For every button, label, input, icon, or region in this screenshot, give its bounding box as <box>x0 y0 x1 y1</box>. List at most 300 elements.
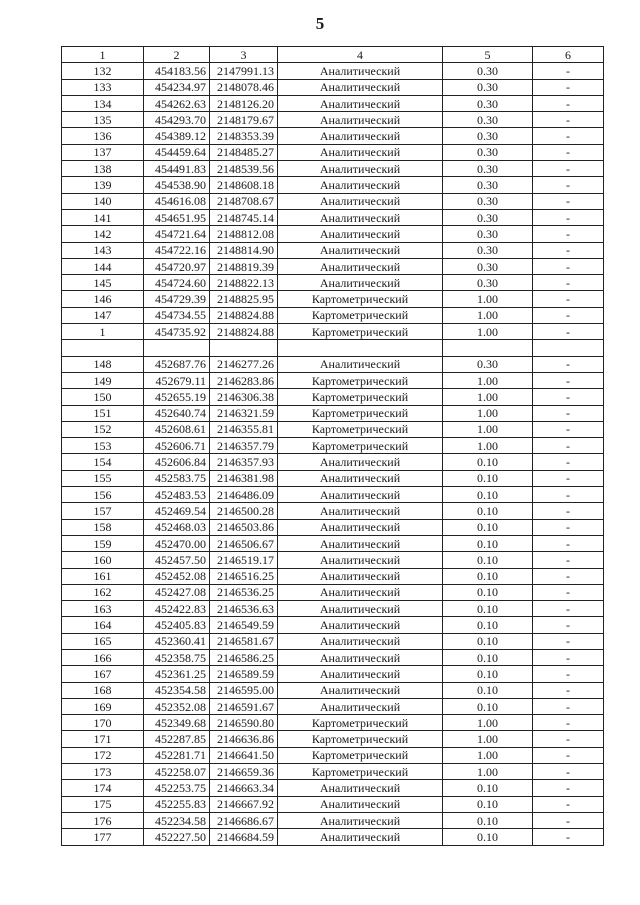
method-cell: Аналитический <box>278 796 443 812</box>
x-coordinate-cell: 454734.55 <box>144 307 210 323</box>
table-row <box>62 226 604 242</box>
table-row <box>62 324 604 340</box>
note-cell: - <box>533 291 604 307</box>
accuracy-cell: 0.10 <box>443 796 533 812</box>
accuracy-cell: 0.30 <box>443 79 533 95</box>
method-cell: Картометрический <box>278 715 443 731</box>
method-cell: Картометрический <box>278 438 443 454</box>
table-row <box>62 209 604 225</box>
table-row <box>62 535 604 551</box>
accuracy-cell: 0.10 <box>443 666 533 682</box>
y-coordinate-cell: 2148824.88 <box>210 324 278 340</box>
note-cell: - <box>533 177 604 193</box>
accuracy-cell: 0.30 <box>443 177 533 193</box>
method-cell <box>278 340 443 356</box>
x-coordinate-cell: 452606.84 <box>144 454 210 470</box>
y-coordinate-cell: 2148078.46 <box>210 79 278 95</box>
method-cell: Аналитический <box>278 535 443 551</box>
note-cell: - <box>533 161 604 177</box>
point-number-cell: 139 <box>62 177 144 193</box>
point-number-cell: 152 <box>62 421 144 437</box>
x-coordinate-cell: 454293.70 <box>144 112 210 128</box>
accuracy-cell: 0.10 <box>443 812 533 828</box>
table-row <box>62 649 604 665</box>
y-coordinate-cell: 2148608.18 <box>210 177 278 193</box>
x-coordinate-cell: 454729.39 <box>144 291 210 307</box>
table-row <box>62 470 604 486</box>
accuracy-cell: 1.00 <box>443 405 533 421</box>
method-cell: Аналитический <box>278 682 443 698</box>
note-cell: - <box>533 193 604 209</box>
x-coordinate-cell: 452483.53 <box>144 487 210 503</box>
y-coordinate-cell: 2148353.39 <box>210 128 278 144</box>
note-cell: - <box>533 79 604 95</box>
point-number-cell: 135 <box>62 112 144 128</box>
note-cell: - <box>533 307 604 323</box>
table-row <box>62 291 604 307</box>
table-row <box>62 421 604 437</box>
method-cell: Аналитический <box>278 649 443 665</box>
x-coordinate-cell: 454651.95 <box>144 209 210 225</box>
point-number-cell: 174 <box>62 780 144 796</box>
accuracy-cell: 1.00 <box>443 421 533 437</box>
x-coordinate-cell: 452281.71 <box>144 747 210 763</box>
y-coordinate-cell: 2146503.86 <box>210 519 278 535</box>
table-row <box>62 601 604 617</box>
accuracy-cell: 0.30 <box>443 128 533 144</box>
accuracy-cell: 0.10 <box>443 617 533 633</box>
method-cell: Аналитический <box>278 601 443 617</box>
table-row <box>62 796 604 812</box>
method-cell: Аналитический <box>278 503 443 519</box>
accuracy-cell: 0.30 <box>443 242 533 258</box>
table-row <box>62 307 604 323</box>
note-cell: - <box>533 405 604 421</box>
y-coordinate-cell: 2148708.67 <box>210 193 278 209</box>
method-cell: Картометрический <box>278 764 443 780</box>
y-coordinate-cell: 2146590.80 <box>210 715 278 731</box>
table-row <box>62 112 604 128</box>
x-coordinate-cell: 452352.08 <box>144 698 210 714</box>
point-number-cell: 143 <box>62 242 144 258</box>
column-header: 2 <box>144 47 210 63</box>
note-cell: - <box>533 112 604 128</box>
accuracy-cell: 0.10 <box>443 535 533 551</box>
accuracy-cell: 0.10 <box>443 519 533 535</box>
accuracy-cell: 0.10 <box>443 552 533 568</box>
x-coordinate-cell: 452360.41 <box>144 633 210 649</box>
method-cell: Картометрический <box>278 291 443 307</box>
method-cell: Аналитический <box>278 79 443 95</box>
x-coordinate-cell: 452427.08 <box>144 584 210 600</box>
table-row <box>62 95 604 111</box>
method-cell: Картометрический <box>278 405 443 421</box>
y-coordinate-cell: 2146581.67 <box>210 633 278 649</box>
y-coordinate-cell: 2148819.39 <box>210 258 278 274</box>
method-cell: Аналитический <box>278 552 443 568</box>
table-row <box>62 258 604 274</box>
x-coordinate-cell: 454720.97 <box>144 258 210 274</box>
method-cell: Аналитический <box>278 568 443 584</box>
note-cell: - <box>533 209 604 225</box>
note-cell: - <box>533 454 604 470</box>
accuracy-cell: 0.10 <box>443 698 533 714</box>
point-number-cell: 146 <box>62 291 144 307</box>
x-coordinate-cell: 454183.56 <box>144 63 210 79</box>
table-row <box>62 79 604 95</box>
y-coordinate-cell: 2146519.17 <box>210 552 278 568</box>
accuracy-cell: 0.10 <box>443 649 533 665</box>
note-cell: - <box>533 372 604 388</box>
column-header: 4 <box>278 47 443 63</box>
y-coordinate-cell: 2146663.34 <box>210 780 278 796</box>
note-cell: - <box>533 535 604 551</box>
x-coordinate-cell: 452457.50 <box>144 552 210 568</box>
x-coordinate-cell: 454724.60 <box>144 275 210 291</box>
method-cell: Аналитический <box>278 698 443 714</box>
point-number-cell: 166 <box>62 649 144 665</box>
accuracy-cell: 1.00 <box>443 715 533 731</box>
note-cell: - <box>533 356 604 372</box>
table-row <box>62 275 604 291</box>
x-coordinate-cell: 452422.83 <box>144 601 210 617</box>
table-row <box>62 356 604 372</box>
table-row <box>62 438 604 454</box>
x-coordinate-cell <box>144 340 210 356</box>
note-cell: - <box>533 601 604 617</box>
y-coordinate-cell: 2146591.67 <box>210 698 278 714</box>
point-number-cell: 150 <box>62 389 144 405</box>
table-row <box>62 193 604 209</box>
method-cell: Картометрический <box>278 324 443 340</box>
y-coordinate-cell: 2146486.09 <box>210 487 278 503</box>
accuracy-cell: 0.30 <box>443 144 533 160</box>
note-cell: - <box>533 128 604 144</box>
method-cell: Аналитический <box>278 209 443 225</box>
note-cell <box>533 340 604 356</box>
y-coordinate-cell: 2146357.93 <box>210 454 278 470</box>
point-number-cell: 161 <box>62 568 144 584</box>
y-coordinate-cell <box>210 340 278 356</box>
note-cell: - <box>533 633 604 649</box>
point-number-cell: 162 <box>62 584 144 600</box>
table-row <box>62 454 604 470</box>
table-row <box>62 829 604 845</box>
point-number-cell: 149 <box>62 372 144 388</box>
method-cell: Аналитический <box>278 95 443 111</box>
y-coordinate-cell: 2146357.79 <box>210 438 278 454</box>
method-cell: Аналитический <box>278 617 443 633</box>
point-number-cell: 165 <box>62 633 144 649</box>
y-coordinate-cell: 2146659.36 <box>210 764 278 780</box>
method-cell: Аналитический <box>278 275 443 291</box>
y-coordinate-cell: 2146306.38 <box>210 389 278 405</box>
x-coordinate-cell: 452227.50 <box>144 829 210 845</box>
x-coordinate-cell: 452361.25 <box>144 666 210 682</box>
column-header: 5 <box>443 47 533 63</box>
note-cell: - <box>533 649 604 665</box>
point-number-cell: 140 <box>62 193 144 209</box>
point-number-cell: 158 <box>62 519 144 535</box>
point-number-cell: 172 <box>62 747 144 763</box>
note-cell: - <box>533 487 604 503</box>
x-coordinate-cell: 454491.83 <box>144 161 210 177</box>
method-cell: Картометрический <box>278 389 443 405</box>
y-coordinate-cell: 2148485.27 <box>210 144 278 160</box>
x-coordinate-cell: 452255.83 <box>144 796 210 812</box>
y-coordinate-cell: 2146355.81 <box>210 421 278 437</box>
note-cell: - <box>533 95 604 111</box>
accuracy-cell: 0.30 <box>443 63 533 79</box>
y-coordinate-cell: 2146500.28 <box>210 503 278 519</box>
table-row <box>62 177 604 193</box>
note-cell: - <box>533 584 604 600</box>
note-cell: - <box>533 242 604 258</box>
y-coordinate-cell: 2146641.50 <box>210 747 278 763</box>
x-coordinate-cell: 452470.00 <box>144 535 210 551</box>
point-number-cell: 133 <box>62 79 144 95</box>
note-cell: - <box>533 796 604 812</box>
y-coordinate-cell: 2146516.25 <box>210 568 278 584</box>
point-number-cell: 159 <box>62 535 144 551</box>
accuracy-cell: 1.00 <box>443 307 533 323</box>
method-cell: Картометрический <box>278 372 443 388</box>
table-row <box>62 144 604 160</box>
note-cell: - <box>533 324 604 340</box>
accuracy-cell <box>443 340 533 356</box>
table-row <box>62 519 604 535</box>
note-cell: - <box>533 666 604 682</box>
method-cell: Аналитический <box>278 519 443 535</box>
y-coordinate-cell: 2148745.14 <box>210 209 278 225</box>
x-coordinate-cell: 454262.63 <box>144 95 210 111</box>
page-number: 5 <box>315 14 325 33</box>
point-number-cell: 175 <box>62 796 144 812</box>
method-cell: Аналитический <box>278 226 443 242</box>
column-header: 1 <box>62 47 144 63</box>
x-coordinate-cell: 452687.76 <box>144 356 210 372</box>
point-number-cell: 177 <box>62 829 144 845</box>
y-coordinate-cell: 2146636.86 <box>210 731 278 747</box>
point-number-cell: 156 <box>62 487 144 503</box>
x-coordinate-cell: 454735.92 <box>144 324 210 340</box>
table-row <box>62 503 604 519</box>
x-coordinate-cell: 454389.12 <box>144 128 210 144</box>
accuracy-cell: 1.00 <box>443 764 533 780</box>
note-cell: - <box>533 63 604 79</box>
accuracy-cell: 1.00 <box>443 389 533 405</box>
point-number-cell: 153 <box>62 438 144 454</box>
accuracy-cell: 1.00 <box>443 747 533 763</box>
y-coordinate-cell: 2148539.56 <box>210 161 278 177</box>
method-cell: Аналитический <box>278 470 443 486</box>
accuracy-cell: 0.10 <box>443 454 533 470</box>
table-row <box>62 682 604 698</box>
method-cell: Картометрический <box>278 747 443 763</box>
table-row <box>62 63 604 79</box>
accuracy-cell: 1.00 <box>443 731 533 747</box>
method-cell: Аналитический <box>278 454 443 470</box>
y-coordinate-cell: 2146589.59 <box>210 666 278 682</box>
table-row <box>62 666 604 682</box>
table-row <box>62 242 604 258</box>
point-number-cell: 160 <box>62 552 144 568</box>
y-coordinate-cell: 2146277.26 <box>210 356 278 372</box>
table-row <box>62 487 604 503</box>
method-cell: Картометрический <box>278 421 443 437</box>
method-cell: Аналитический <box>278 144 443 160</box>
point-number-cell: 151 <box>62 405 144 421</box>
method-cell: Аналитический <box>278 584 443 600</box>
x-coordinate-cell: 452679.11 <box>144 372 210 388</box>
note-cell: - <box>533 747 604 763</box>
y-coordinate-cell: 2146283.86 <box>210 372 278 388</box>
method-cell: Аналитический <box>278 356 443 372</box>
table-header-row <box>62 47 604 63</box>
table-row <box>62 568 604 584</box>
note-cell: - <box>533 470 604 486</box>
point-number-cell: 145 <box>62 275 144 291</box>
accuracy-cell: 0.30 <box>443 112 533 128</box>
point-number-cell: 164 <box>62 617 144 633</box>
x-coordinate-cell: 452469.54 <box>144 503 210 519</box>
method-cell: Аналитический <box>278 487 443 503</box>
note-cell: - <box>533 731 604 747</box>
table-row <box>62 633 604 649</box>
x-coordinate-cell: 452640.74 <box>144 405 210 421</box>
note-cell: - <box>533 519 604 535</box>
method-cell: Аналитический <box>278 63 443 79</box>
note-cell: - <box>533 503 604 519</box>
accuracy-cell: 0.30 <box>443 275 533 291</box>
x-coordinate-cell: 454459.64 <box>144 144 210 160</box>
x-coordinate-cell: 452253.75 <box>144 780 210 796</box>
point-number-cell: 170 <box>62 715 144 731</box>
table-row <box>62 731 604 747</box>
table-row <box>62 698 604 714</box>
x-coordinate-cell: 452452.08 <box>144 568 210 584</box>
table-row <box>62 372 604 388</box>
accuracy-cell: 0.10 <box>443 470 533 486</box>
point-number-cell: 157 <box>62 503 144 519</box>
y-coordinate-cell: 2148179.67 <box>210 112 278 128</box>
method-cell: Аналитический <box>278 128 443 144</box>
note-cell: - <box>533 552 604 568</box>
table-row <box>62 780 604 796</box>
x-coordinate-cell: 454722.16 <box>144 242 210 258</box>
note-cell: - <box>533 275 604 291</box>
accuracy-cell: 0.30 <box>443 258 533 274</box>
point-number-cell: 147 <box>62 307 144 323</box>
point-number-cell: 168 <box>62 682 144 698</box>
table-row <box>62 617 604 633</box>
accuracy-cell: 0.30 <box>443 161 533 177</box>
x-coordinate-cell: 452287.85 <box>144 731 210 747</box>
note-cell: - <box>533 258 604 274</box>
x-coordinate-cell: 452655.19 <box>144 389 210 405</box>
point-number-cell: 136 <box>62 128 144 144</box>
table-row <box>62 128 604 144</box>
point-number-cell: 171 <box>62 731 144 747</box>
accuracy-cell: 0.10 <box>443 682 533 698</box>
accuracy-cell: 0.10 <box>443 633 533 649</box>
y-coordinate-cell: 2148825.95 <box>210 291 278 307</box>
method-cell: Аналитический <box>278 177 443 193</box>
point-number-cell: 134 <box>62 95 144 111</box>
point-number-cell: 132 <box>62 63 144 79</box>
y-coordinate-cell: 2146506.67 <box>210 535 278 551</box>
note-cell: - <box>533 568 604 584</box>
y-coordinate-cell: 2146586.25 <box>210 649 278 665</box>
y-coordinate-cell: 2146536.25 <box>210 584 278 600</box>
note-cell: - <box>533 812 604 828</box>
x-coordinate-cell: 452606.71 <box>144 438 210 454</box>
point-number-cell: 154 <box>62 454 144 470</box>
accuracy-cell: 0.30 <box>443 209 533 225</box>
point-number-cell: 167 <box>62 666 144 682</box>
x-coordinate-cell: 454538.90 <box>144 177 210 193</box>
table-row <box>62 405 604 421</box>
accuracy-cell: 0.30 <box>443 356 533 372</box>
method-cell: Аналитический <box>278 812 443 828</box>
table-row <box>62 764 604 780</box>
column-header: 3 <box>210 47 278 63</box>
method-cell: Аналитический <box>278 829 443 845</box>
point-number-cell: 144 <box>62 258 144 274</box>
table-row <box>62 389 604 405</box>
method-cell: Аналитический <box>278 161 443 177</box>
point-number-cell: 137 <box>62 144 144 160</box>
coordinates-table <box>61 46 604 846</box>
method-cell: Аналитический <box>278 780 443 796</box>
point-number-cell: 138 <box>62 161 144 177</box>
x-coordinate-cell: 452349.68 <box>144 715 210 731</box>
note-cell: - <box>533 829 604 845</box>
note-cell: - <box>533 144 604 160</box>
x-coordinate-cell: 452608.61 <box>144 421 210 437</box>
x-coordinate-cell: 452354.58 <box>144 682 210 698</box>
note-cell: - <box>533 438 604 454</box>
method-cell: Картометрический <box>278 307 443 323</box>
point-number-cell: 142 <box>62 226 144 242</box>
y-coordinate-cell: 2148812.08 <box>210 226 278 242</box>
accuracy-cell: 0.30 <box>443 95 533 111</box>
point-number-cell: 176 <box>62 812 144 828</box>
method-cell: Аналитический <box>278 193 443 209</box>
accuracy-cell: 0.10 <box>443 780 533 796</box>
point-number-cell: 163 <box>62 601 144 617</box>
note-cell: - <box>533 764 604 780</box>
table-row <box>62 812 604 828</box>
column-header: 6 <box>533 47 604 63</box>
note-cell: - <box>533 780 604 796</box>
accuracy-cell: 0.10 <box>443 503 533 519</box>
accuracy-cell: 1.00 <box>443 324 533 340</box>
method-cell: Аналитический <box>278 242 443 258</box>
y-coordinate-cell: 2146595.00 <box>210 682 278 698</box>
y-coordinate-cell: 2146321.59 <box>210 405 278 421</box>
x-coordinate-cell: 454616.08 <box>144 193 210 209</box>
y-coordinate-cell: 2146381.98 <box>210 470 278 486</box>
point-number-cell: 169 <box>62 698 144 714</box>
method-cell: Картометрический <box>278 731 443 747</box>
x-coordinate-cell: 452583.75 <box>144 470 210 486</box>
method-cell: Аналитический <box>278 112 443 128</box>
x-coordinate-cell: 452468.03 <box>144 519 210 535</box>
y-coordinate-cell: 2148822.13 <box>210 275 278 291</box>
accuracy-cell: 0.10 <box>443 829 533 845</box>
table-row <box>62 340 604 356</box>
